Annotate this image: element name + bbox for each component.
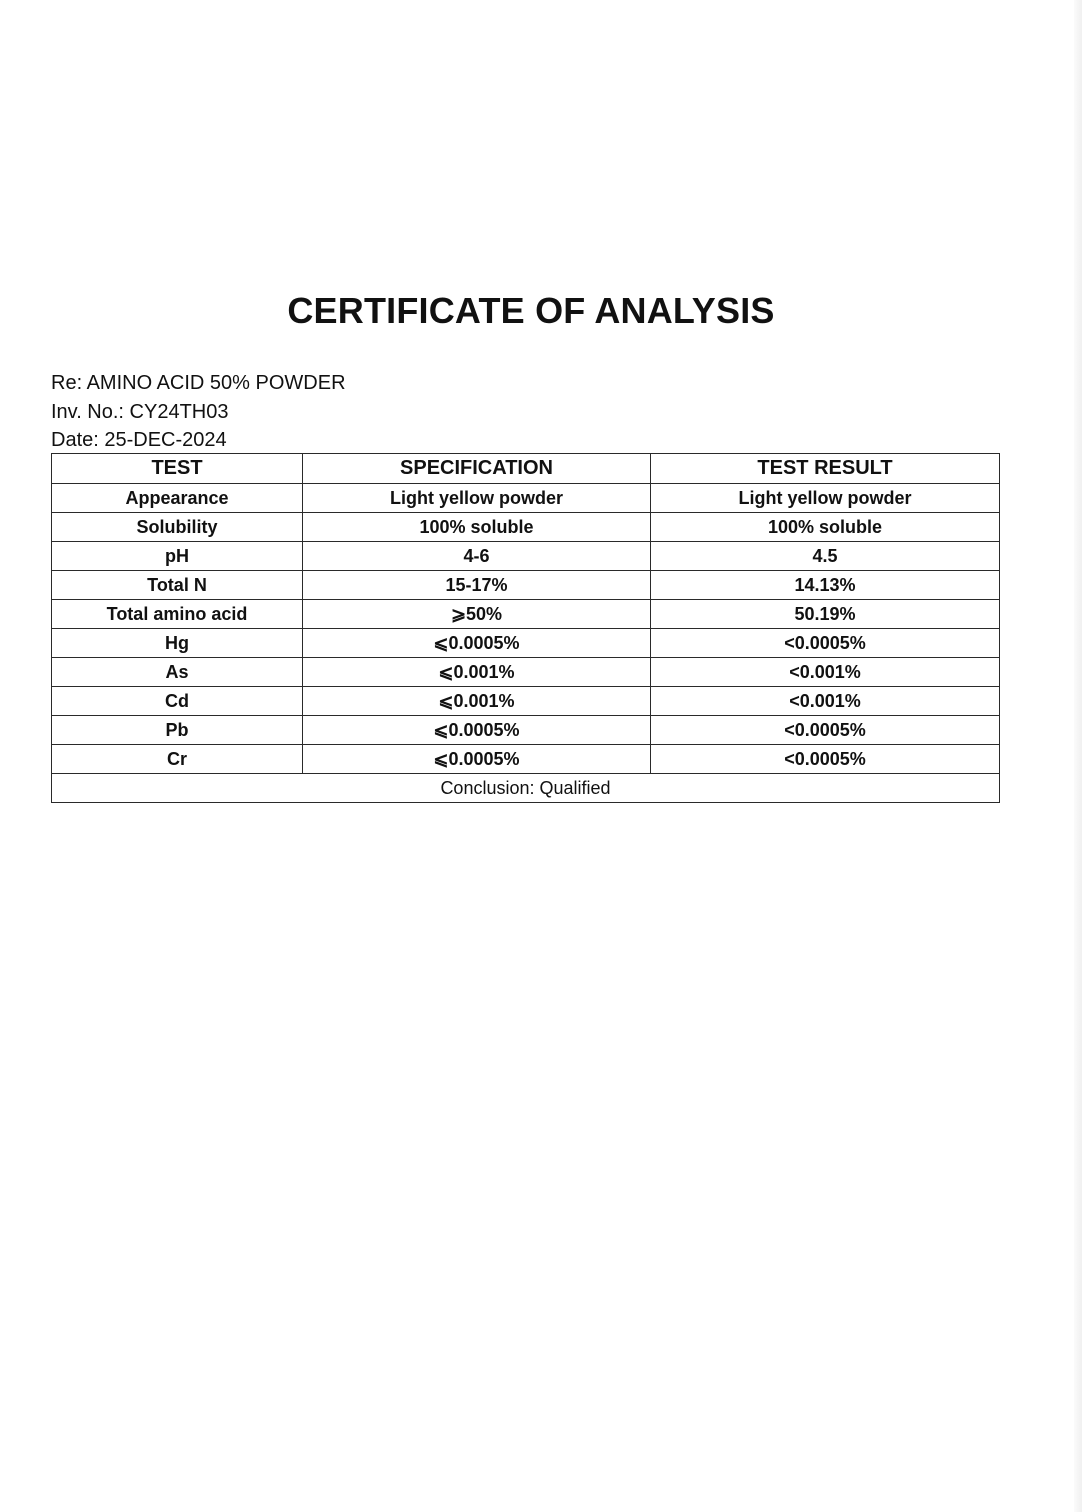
test-result-value: <0.0005% — [651, 716, 1000, 745]
specification-value: ⩾50% — [303, 600, 651, 629]
specification-value: ⩽0.001% — [303, 658, 651, 687]
test-result-value: <0.001% — [651, 658, 1000, 687]
conclusion-row — [52, 774, 1000, 803]
table-row — [52, 571, 1000, 600]
test-name: Hg — [52, 629, 303, 658]
specification-value: ⩽0.0005% — [303, 629, 651, 658]
table-row — [52, 484, 1000, 513]
specification-value: 100% soluble — [303, 513, 651, 542]
specification-value: ⩽0.001% — [303, 687, 651, 716]
conclusion-text: Conclusion: Qualified — [52, 774, 1000, 803]
table-row — [52, 716, 1000, 745]
product-reference: Re: AMINO ACID 50% POWDER — [51, 372, 346, 394]
table-row — [52, 600, 1000, 629]
test-result-value: 4.5 — [651, 542, 1000, 571]
test-result-value: 14.13% — [651, 571, 1000, 600]
table-row — [52, 658, 1000, 687]
test-name: pH — [52, 542, 303, 571]
table-row — [52, 629, 1000, 658]
test-name: Solubility — [52, 513, 303, 542]
test-name: Total amino acid — [52, 600, 303, 629]
test-result-value: <0.0005% — [651, 745, 1000, 774]
header-test: TEST — [52, 454, 303, 484]
test-name: As — [52, 658, 303, 687]
table-row — [52, 513, 1000, 542]
test-result-value: <0.001% — [651, 687, 1000, 716]
test-name: Appearance — [52, 484, 303, 513]
header-test-result: TEST RESULT — [651, 454, 1000, 484]
specification-value: 4-6 — [303, 542, 651, 571]
table-row — [52, 745, 1000, 774]
invoice-number: Inv. No.: CY24TH03 — [51, 401, 229, 423]
specification-value: Light yellow powder — [303, 484, 651, 513]
specification-value: ⩽0.0005% — [303, 745, 651, 774]
test-name: Cd — [52, 687, 303, 716]
specification-value: ⩽0.0005% — [303, 716, 651, 745]
test-result-value: <0.0005% — [651, 629, 1000, 658]
test-result-value: 50.19% — [651, 600, 1000, 629]
test-name: Pb — [52, 716, 303, 745]
test-result-value: Light yellow powder — [651, 484, 1000, 513]
table-row — [52, 687, 1000, 716]
table-row — [52, 542, 1000, 571]
analysis-table — [51, 453, 1000, 803]
specification-value: 15-17% — [303, 571, 651, 600]
header-specification: SPECIFICATION — [303, 454, 651, 484]
test-result-value: 100% soluble — [651, 513, 1000, 542]
test-name: Cr — [52, 745, 303, 774]
page-edge-shadow — [1074, 0, 1082, 1512]
document-date: Date: 25-DEC-2024 — [51, 429, 227, 451]
table-header-row — [52, 454, 1000, 484]
test-name: Total N — [52, 571, 303, 600]
document-title: CERTIFICATE OF ANALYSIS — [287, 290, 775, 331]
